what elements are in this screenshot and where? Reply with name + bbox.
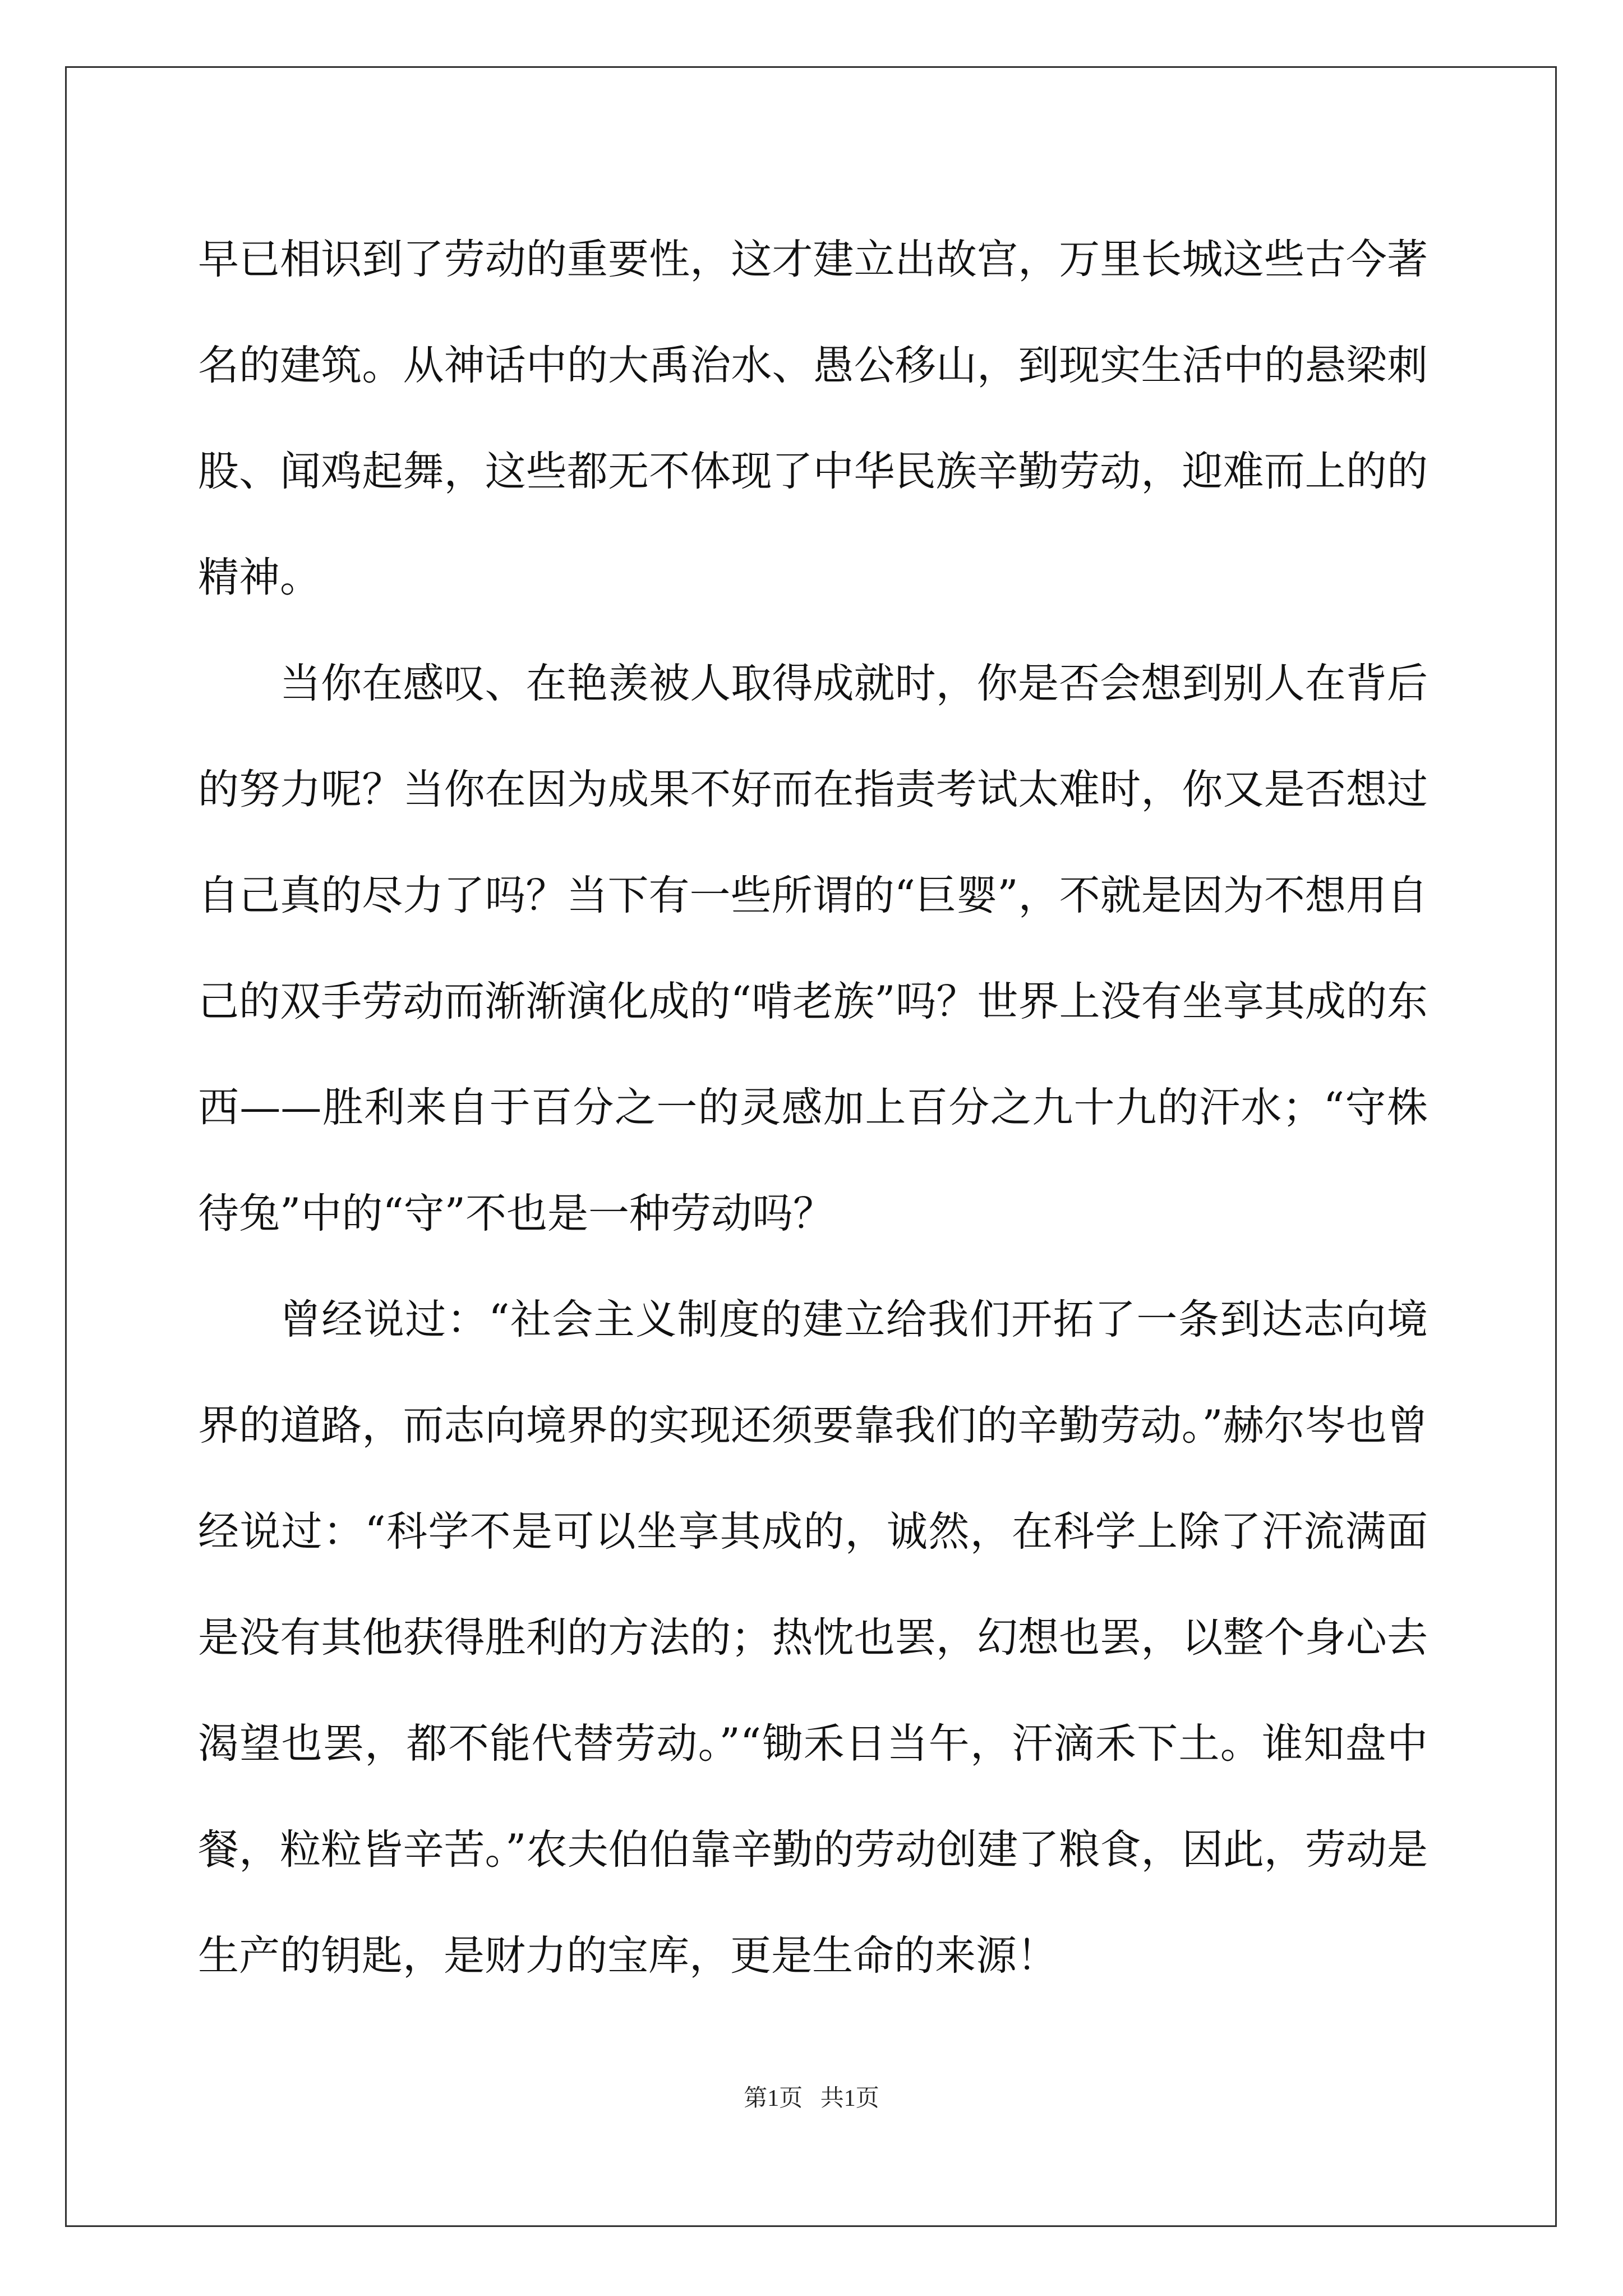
page-number-footer: 第1页 共1页 — [744, 2086, 879, 2111]
document-body — [198, 206, 1428, 2009]
paragraph-1: 早已相识到了劳动的重要性，这才建立出故宫，万里长城这些古今著名的建筑。从神话中的大禹治水、愚公移山，到现实生活中的悬梁刺股、闻鸡起舞，这些都无不体现了中华民族辛勤劳动，迎难而上的的精神。 — [198, 236, 1428, 601]
paragraph-2: 当你在感叹、在艳羡被人取得成就时，你是否会想到别人在背后的努力呢？当你在因为成果不好而在指责考试太难时，你又是否想过自己真的尽力了吗？当下有一些所谓的“巨婴”，不就是因为不想用自己的双手劳动而渐渐演化成的“啃老族”吗？世界上没有坐享其成的东西——胜利来自于百分之一的灵感加上百分之九十九的汗水；“守株待兔”中的“守”不也是一种劳动吗？ — [198, 660, 1428, 1237]
paragraph-3: 曾经说过：“社会主义制度的建立给我们开拓了一条到达志向境界的道路，而志向境界的实现还须要靠我们的辛勤劳动。”赫尔岑也曾经说过：“科学不是可以坐享其成的，诚然，在科学上除了汗流满面是没有其他获得胜利的方法的；热忱也罢，幻想也罢，以整个身心去渴望也罢，都不能代替劳动。”“锄禾日当午，汗滴禾下土。谁知盘中餐，粒粒皆辛苦。”农夫伯伯靠辛勤的劳动创建了粮食，因此，劳动是生产的钥匙，是财力的宝库，更是生命的来源！ — [198, 1296, 1428, 1980]
